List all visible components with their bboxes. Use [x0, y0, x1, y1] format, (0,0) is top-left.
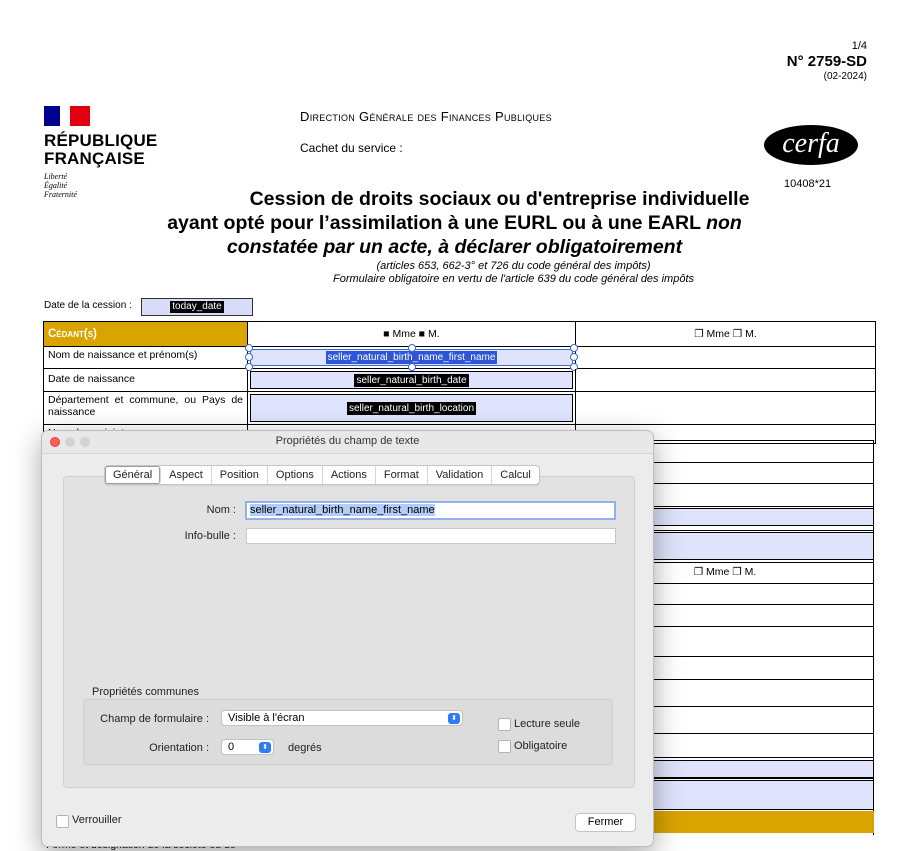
date-cession-field[interactable]: today_date — [141, 298, 253, 316]
tab-actions[interactable]: Actions — [323, 466, 376, 484]
common-props-group — [83, 699, 613, 765]
nom-input[interactable]: seller_natural_birth_name_first_name — [245, 501, 616, 520]
cedant-table — [43, 321, 876, 444]
tab-options[interactable]: Options — [268, 466, 323, 484]
dgfip-heading: Direction Générale des Finances Publiques — [300, 109, 552, 124]
date-cession-label: Date de la cession : — [44, 300, 132, 311]
lecture-seule-checkbox[interactable] — [498, 718, 511, 731]
tab-position[interactable]: Position — [212, 466, 268, 484]
birth-location-field[interactable]: seller_natural_birth_location — [250, 394, 573, 422]
motto-fraternite: Fraternité — [44, 190, 77, 199]
fermer-button[interactable]: Fermer — [575, 813, 636, 832]
orientation-label: Orientation : — [149, 742, 209, 754]
logo-line2: FRANÇAISE — [44, 149, 145, 168]
infobulle-label: Info-bulle : — [184, 530, 236, 542]
obligatoire-label: Obligatoire — [514, 740, 568, 752]
civility-checkboxes-1[interactable]: ■ Mme ■ M. — [248, 322, 576, 346]
birth-name-field[interactable]: seller_natural_birth_name_first_name — [250, 349, 573, 366]
form-number: N° 2759-SD — [786, 53, 867, 70]
verrouiller-label: Verrouiller — [72, 814, 122, 826]
nom-label: Nom : — [206, 504, 236, 516]
motto-liberte: Liberté — [44, 172, 68, 181]
tab-calcul[interactable]: Calcul — [500, 469, 531, 481]
common-props-title: Propriétés communes — [92, 686, 199, 698]
lecture-seule-label: Lecture seule — [514, 718, 581, 730]
resize-handle[interactable] — [408, 344, 416, 352]
select-arrows-icon: ⬍ — [448, 713, 460, 724]
resize-handle[interactable] — [245, 344, 253, 352]
birth-date-field[interactable]: seller_natural_birth_date — [250, 371, 573, 389]
tab-validation[interactable]: Validation — [428, 466, 493, 484]
obligatoire-checkbox[interactable] — [498, 740, 511, 753]
cerfa-logo: cerfa — [764, 125, 858, 165]
select-arrows-icon: ⬍ — [259, 742, 271, 753]
row-label: Nom de naissance et prénom(s) — [44, 347, 248, 368]
document-title: Cession de droits sociaux ou d'entreprise individuelle ayant opté pour l’assimilation à une EURL ou à une EARL non constatée par un acte, à déclarer obligatoirement — [167, 188, 750, 258]
tab-general[interactable]: Général — [105, 466, 161, 484]
degres-label: degrés — [288, 742, 322, 754]
cerfa-number: 10408*21 — [784, 178, 832, 190]
champ-select[interactable]: Visible à l'écran ⬍ — [221, 710, 463, 726]
motto-egalite: Égalité — [44, 181, 68, 190]
logo-line1: RÉPUBLIQUE — [44, 131, 158, 150]
page-number: 1/4 — [851, 40, 867, 52]
civility-checkboxes-3[interactable]: ❐ Mme ❐ M. — [693, 566, 757, 578]
dialog-tabs — [104, 465, 540, 485]
cachet-label: Cachet du service : — [300, 141, 403, 155]
row-label: Date de naissance — [44, 369, 248, 391]
dialog-title: Propriétés du champ de texte — [275, 435, 420, 447]
champ-label: Champ de formulaire : — [100, 713, 209, 725]
row-label: Département et commune, ou Pays de naissance — [44, 392, 248, 424]
orientation-select[interactable]: 0 ⬍ — [221, 739, 274, 755]
form-date: (02-2024) — [823, 71, 867, 82]
resize-handle[interactable] — [245, 353, 253, 361]
infobulle-input[interactable] — [246, 528, 616, 544]
tab-format[interactable]: Format — [376, 466, 428, 484]
civility-checkboxes-2[interactable]: ❐ Mme ❐ M. — [694, 328, 757, 340]
marianne-flag-icon — [44, 106, 90, 126]
tab-aspect[interactable]: Aspect — [161, 466, 212, 484]
dialog-titlebar[interactable] — [42, 431, 653, 454]
articles-note: (articles 653, 662-3° et 726 du code général des impôts) Formulaire obligatoire en vertu de l'article 639 du code général des impôts — [332, 260, 695, 285]
section-cedants: Cédant(s) — [44, 322, 248, 346]
verrouiller-checkbox[interactable] — [56, 815, 69, 828]
text-field-properties-dialog — [41, 430, 654, 847]
